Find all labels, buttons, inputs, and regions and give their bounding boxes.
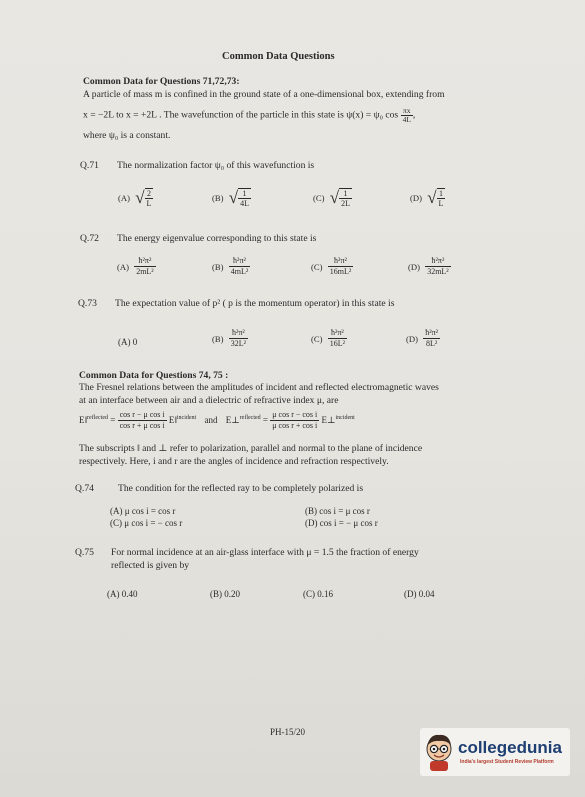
frac-den: 2mL²: [136, 267, 154, 276]
eq1-rhs-symbol: E‖: [168, 414, 177, 425]
page-code: PH-15/20: [270, 727, 306, 737]
option-label: (A): [118, 193, 130, 203]
frac-num: ħ²π²: [229, 256, 251, 267]
option-label: (B): [212, 333, 224, 344]
eq2-lhs-sup: reflected: [239, 414, 261, 421]
q74-text: The condition for the reflected ray to be completely polarized is: [118, 483, 364, 494]
q74-number: Q.74: [75, 483, 94, 494]
section1-line1: A particle of mass m is confined in the ground state of a one-dimensional box, extending from: [83, 89, 445, 100]
q74-option-d: (D) cos i = − μ cos r: [305, 518, 378, 528]
option-label: (D): [408, 261, 420, 272]
sqrt-num: 2: [145, 189, 154, 199]
wavefunction-fraction: [401, 107, 413, 124]
q75-option-c: (C) 0.16: [303, 589, 333, 599]
option-label: (D): [406, 333, 418, 344]
frac-num: ħ²π²: [425, 328, 439, 337]
sqrt-num: 1: [238, 189, 251, 199]
frac-den: 32L²: [230, 339, 247, 348]
sqrt-num: 1: [339, 189, 352, 199]
frac-num: ħ²π²: [328, 256, 354, 267]
q75-line1: For normal incidence at an air-glass interface with μ = 1.5 the fraction of energy: [111, 547, 419, 558]
q72-option-c: [311, 256, 353, 277]
frac-num: ħ²π²: [229, 328, 248, 339]
q73-text: The expectation value of p² ( p is the momentum operator) in this state is: [115, 298, 395, 309]
sqrt-num: 1: [437, 189, 446, 199]
q72-number: Q.72: [80, 233, 99, 244]
section1-line2-text: x = −2L to x = +2L . The wavefunction of the particle in this state is ψ(x) = ψ₀ cos: [83, 109, 399, 121]
frac-den: 8L²: [425, 339, 438, 348]
q75-number: Q.75: [75, 547, 94, 558]
option-label: (A): [117, 261, 129, 272]
eq2-fraction: [270, 410, 319, 431]
frac-num: ħ²π²: [328, 328, 347, 339]
section1-line3: where ψ₀ is a constant.: [83, 130, 171, 141]
fraction: [328, 328, 347, 349]
q72-option-d: [408, 256, 451, 277]
logo-tagline: India's largest Student Review Platform: [460, 759, 554, 765]
q74-option-a: (A) μ cos i = cos r: [110, 506, 176, 516]
q71-text: The normalization factor ψ₀ of this wavefunction is: [117, 160, 315, 171]
option-label: (C): [313, 193, 325, 203]
sqrt-expression: √ $\frac{1}{2L}$: [329, 188, 350, 208]
q75-option-b: (B) 0.20: [210, 589, 240, 599]
q75-line2: reflected is given by: [111, 560, 190, 571]
option-label: (B): [212, 193, 224, 203]
frac-num: ħ²π²: [425, 256, 451, 267]
q72-option-a: [117, 256, 156, 277]
q73-option-b: [212, 328, 248, 349]
frac-den: 16mL²: [329, 267, 352, 276]
common-data-heading-1: Common Data for Questions 71,72,73:: [83, 76, 240, 87]
option-label: (D): [410, 193, 422, 203]
q71-option-c: [313, 188, 352, 208]
q73-option-d: [406, 328, 440, 349]
fraction: [425, 256, 451, 277]
q74-option-b: (B) cos i = μ cos r: [305, 506, 370, 516]
eq1-lhs-sup: reflected: [87, 414, 109, 421]
option-label: (B): [212, 261, 224, 272]
q71-number: Q.71: [80, 160, 99, 171]
section1-line2: x = −2L to x = +2L . The wavefunction of the particle in this state is ψ(x) = ψ₀ cos $\frac{\pi x}{4L}$ ,: [83, 106, 416, 124]
eq1-rhs-sup: incident: [176, 414, 197, 421]
fraction: [229, 256, 251, 277]
logo-wordmark: collegedunia: [458, 738, 562, 757]
mascot-icon: [422, 732, 456, 772]
fresnel-equations: E‖$^{reflected}$ = $\frac{\text{cos r − μ cos i}}{\text{cos r + μ cos i}}$ E‖$^{incident}$ and E⊥$^{reflected}$ = $\frac{\text{μ cos r − cos i}}{\text{μ cos r + cos i}}$ E⊥$^{incident}$: [79, 410, 355, 430]
eq2-den: μ cos r + cos i: [272, 421, 318, 430]
eq1-den: cos r + μ cos i: [119, 421, 165, 430]
frac-den: 4mL²: [230, 267, 249, 276]
eq1-lhs: [79, 415, 108, 425]
q74-option-c: (C) μ cos i = − cos r: [110, 518, 183, 528]
common-data-heading-2: Common Data for Questions 74, 75 :: [79, 370, 229, 381]
frac-den: 32mL²: [427, 267, 449, 276]
q75-option-d: (D) 0.04: [404, 589, 435, 599]
collegedunia-watermark: [420, 728, 570, 776]
q72-option-b: [212, 256, 250, 277]
q71-option-b: [212, 188, 251, 208]
q73-option-a: (A) 0: [118, 337, 138, 347]
fraction: [229, 328, 248, 349]
section2-line2: at an interface between air and a dielectric of refractive index μ, are: [79, 395, 339, 406]
wavefunction-num: πx: [401, 107, 413, 116]
q71-option-a: [118, 188, 153, 208]
page-title: Common Data Questions: [222, 51, 335, 62]
fraction: [423, 328, 440, 349]
q73-option-c: [311, 328, 347, 349]
eq2-lhs-symbol: E⊥: [225, 414, 240, 425]
wavefunction-den: 4L: [402, 115, 411, 124]
frac-den: 16L²: [329, 339, 346, 348]
sqrt-expression: √ $\frac{1}{L}$: [427, 188, 444, 208]
eq2-rhs-symbol: E⊥: [321, 414, 336, 425]
fraction: [328, 256, 354, 277]
sqrt-den: L: [438, 199, 444, 208]
q71-option-d: [410, 188, 445, 208]
section2-line4: respectively. Here, i and r are the angles of incidence and refraction respectively.: [79, 456, 389, 467]
eq2-rhs: [322, 415, 355, 425]
eq1-num: cos r − μ cos i: [119, 410, 165, 419]
option-label: (C): [311, 261, 323, 272]
sqrt-den: 2L: [341, 199, 350, 208]
sqrt-den: L: [146, 199, 152, 208]
eq2-rhs-sup: incident: [335, 414, 355, 421]
q73-number: Q.73: [78, 298, 97, 309]
sqrt-expression: √ $\frac{1}{4L}$: [228, 188, 249, 208]
eq2-num: μ cos r − cos i: [272, 410, 318, 419]
frac-num: ħ²π²: [134, 256, 156, 267]
eq1-fraction: [118, 410, 167, 431]
eq1-rhs: [169, 415, 196, 425]
and-text: and: [204, 414, 218, 425]
sqrt-den: 4L: [240, 199, 249, 208]
section2-line1: The Fresnel relations between the amplitudes of incident and reflected electromagnetic waves: [79, 382, 439, 393]
sqrt-expression: √ $\frac{2}{L}$: [135, 188, 152, 208]
q75-option-a: (A) 0.40: [107, 589, 138, 599]
q72-text: The energy eigenvalue corresponding to this state is: [117, 233, 317, 244]
eq1-lhs-symbol: E‖: [79, 414, 88, 425]
eq2-lhs: [226, 415, 261, 425]
option-label: (C): [311, 333, 323, 344]
fraction: [134, 256, 156, 277]
section2-line3: The subscripts ‖ and ⊥ refer to polarization, parallel and normal to the plane of incidence: [79, 443, 423, 454]
